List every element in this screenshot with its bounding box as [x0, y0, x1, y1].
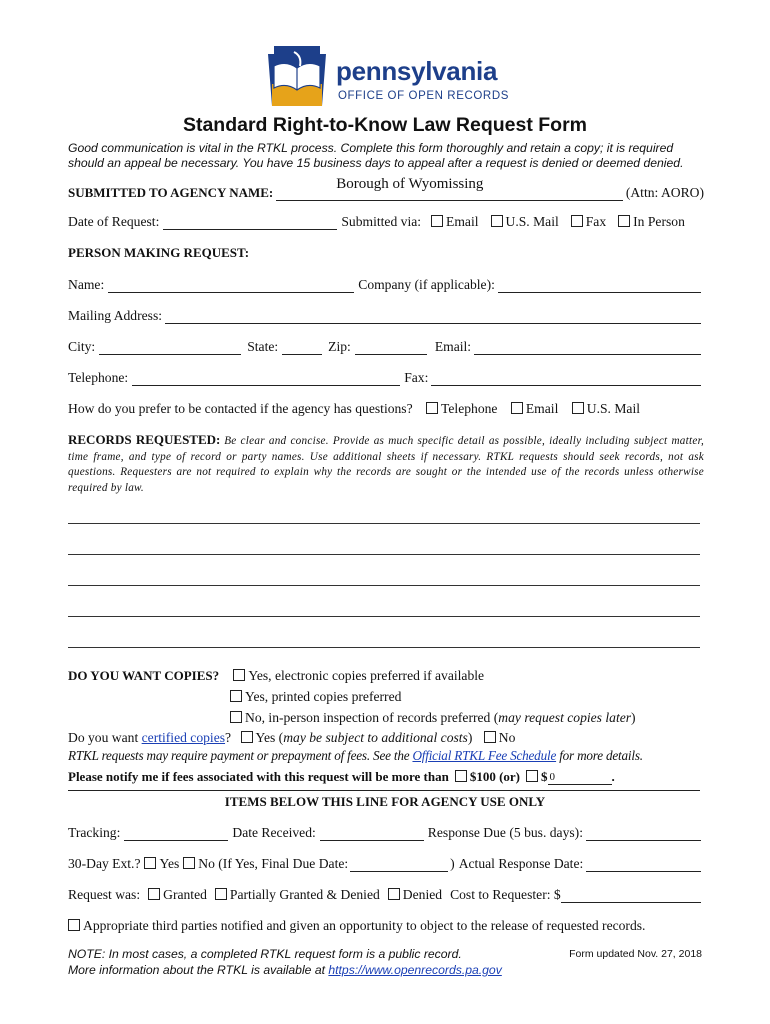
- checkbox[interactable]: [491, 215, 503, 227]
- third-parties-option[interactable]: Appropriate third parties notified and given an opportunity to object to the release of requested records.: [68, 918, 645, 933]
- via-in-person-option[interactable]: In Person: [618, 214, 685, 230]
- agency-attn: (Attn: AORO): [625, 185, 704, 200]
- final-due-date-field[interactable]: [350, 859, 448, 872]
- checkbox[interactable]: [241, 731, 253, 743]
- fax-field[interactable]: [431, 373, 701, 386]
- org-subtitle: OFFICE OF OPEN RECORDS: [338, 90, 510, 102]
- copies-question: DO YOU WANT COPIES?: [68, 668, 220, 683]
- response-due-field[interactable]: [586, 828, 701, 841]
- cost-field[interactable]: [561, 890, 701, 903]
- notify-custom-option[interactable]: $: [526, 769, 548, 785]
- name-field[interactable]: [108, 280, 354, 293]
- requester-heading: PERSON MAKING REQUEST:: [68, 245, 250, 260]
- company-label: Company (if applicable):: [358, 277, 495, 292]
- extension-no-option[interactable]: No (If Yes, Final Due Date:: [183, 856, 348, 872]
- telephone-label: Telephone:: [68, 370, 129, 385]
- copies-electronic-option[interactable]: Yes, electronic copies preferred if available: [233, 668, 484, 683]
- records-section: [68, 432, 704, 496]
- tracking-label: Tracking:: [68, 825, 121, 840]
- checkbox[interactable]: [484, 731, 496, 743]
- extension-yes-option[interactable]: Yes: [144, 856, 179, 872]
- copies-inspection-row: [230, 710, 700, 726]
- mailing-label: Mailing Address:: [68, 308, 163, 323]
- checkbox[interactable]: [572, 402, 584, 414]
- copies-printed-option[interactable]: Yes, printed copies preferred: [230, 689, 401, 704]
- date-field[interactable]: [163, 217, 337, 230]
- records-heading: RECORDS REQUESTED:: [68, 432, 221, 447]
- certified-no-option[interactable]: No: [484, 730, 516, 745]
- records-line[interactable]: [68, 616, 700, 617]
- checkbox[interactable]: [230, 711, 242, 723]
- org-name: pennsylvania: [336, 56, 498, 86]
- actual-response-field[interactable]: [586, 859, 701, 872]
- records-instructions: Be clear and concise. Provide as much specific detail as possible, ideally including subject matter, time frame, and type of record or party names. Use additional sheets if necessary. RTKL requests should seek records, not ask questions. Requesters are not required to explain why the records are sought or the intended use of the records unless otherwise required by law.: [68, 435, 704, 494]
- openrecords-link[interactable]: https://www.openrecords.pa.gov: [328, 963, 502, 977]
- records-line[interactable]: [68, 585, 700, 586]
- third-parties-row: [68, 918, 704, 934]
- telephone-row: [68, 370, 704, 386]
- agency-name-field[interactable]: [276, 176, 623, 201]
- records-line[interactable]: [68, 554, 700, 555]
- telephone-field[interactable]: [132, 373, 400, 386]
- response-due-label: Response Due (5 bus. days):: [427, 825, 583, 840]
- tracking-field[interactable]: [124, 828, 228, 841]
- date-label: Date of Request:: [68, 214, 160, 229]
- city-row: [68, 339, 704, 355]
- city-label: City:: [68, 339, 96, 354]
- checkbox[interactable]: [511, 402, 523, 414]
- fax-label: Fax:: [404, 370, 429, 385]
- zip-label: Zip:: [328, 339, 351, 354]
- date-received-label: Date Received:: [232, 825, 316, 840]
- via-email-option[interactable]: Email: [431, 214, 478, 230]
- outcome-granted-option[interactable]: Granted: [148, 887, 207, 903]
- checkbox[interactable]: [148, 888, 160, 900]
- notify-row: Please notify me if fees associated with this request will be more than $100 (or) $ 0 .: [68, 769, 615, 784]
- records-line[interactable]: [68, 523, 700, 524]
- checkbox[interactable]: [230, 690, 242, 702]
- via-fax-option[interactable]: Fax: [571, 214, 606, 230]
- notify-amount-value: 0: [549, 771, 555, 783]
- checkbox[interactable]: [526, 770, 538, 782]
- mailing-field[interactable]: [165, 311, 701, 324]
- company-field[interactable]: [498, 280, 701, 293]
- agency-use-heading: ITEMS BELOW THIS LINE FOR AGENCY USE ONLY: [224, 794, 546, 809]
- pennsylvania-keystone-icon: [264, 44, 330, 108]
- cost-label: Cost to Requester: $: [450, 887, 561, 902]
- checkbox[interactable]: [431, 215, 443, 227]
- certified-copies-link[interactable]: certified copies: [141, 730, 226, 745]
- extension-label: 30-Day Ext.?: [68, 856, 141, 871]
- checkbox[interactable]: [455, 770, 467, 782]
- date-received-field[interactable]: [320, 828, 424, 841]
- footer-note: NOTE: In most cases, a completed RTKL request form is a public record.: [68, 947, 462, 961]
- fees-row: RTKL requests may require payment or prepayment of fees. See the Official RTKL Fee Schedule for more details.: [68, 748, 643, 763]
- agency-name-value: Borough of Wyomissing: [336, 176, 484, 192]
- extension-row: 30-Day Ext.? Yes No (If Yes, Final Due Date: ) Actual Response Date:: [68, 856, 704, 872]
- checkbox[interactable]: [388, 888, 400, 900]
- agency-row: [68, 176, 704, 201]
- name-row: [68, 277, 704, 293]
- email-label: Email:: [434, 339, 472, 354]
- notify-amount-field[interactable]: [548, 772, 612, 785]
- mailing-row: [68, 308, 704, 324]
- zip-field[interactable]: [355, 342, 427, 355]
- logo: [264, 44, 514, 110]
- copies-row: [68, 668, 704, 684]
- checkbox[interactable]: [183, 857, 195, 869]
- contact-mail-option[interactable]: U.S. Mail: [572, 401, 640, 416]
- checkbox[interactable]: [426, 402, 438, 414]
- state-label: State:: [247, 339, 279, 354]
- notify-100-option[interactable]: $100 (or): [455, 769, 520, 785]
- outcome-partial-option[interactable]: Partially Granted & Denied: [215, 887, 380, 903]
- actual-response-label: Actual Response Date:: [458, 856, 584, 871]
- certified-row: Do you want certified copies? Yes (may be subject to additional costs) No: [68, 730, 516, 745]
- checkbox[interactable]: [215, 888, 227, 900]
- page-title: Standard Right-to-Know Law Request Form: [182, 114, 588, 136]
- tracking-row: [68, 825, 704, 841]
- state-field[interactable]: [282, 342, 322, 355]
- checkbox[interactable]: [571, 215, 583, 227]
- agency-label: SUBMITTED TO AGENCY NAME:: [68, 185, 274, 200]
- email-field[interactable]: [474, 342, 701, 355]
- checkbox[interactable]: [233, 669, 245, 681]
- request-was-label: Request was:: [68, 887, 141, 902]
- contact-telephone-option[interactable]: Telephone: [426, 401, 497, 416]
- outcome-denied-option[interactable]: Denied: [388, 887, 442, 903]
- records-line[interactable]: [68, 647, 700, 648]
- certified-yes-option[interactable]: Yes (may be subject to additional costs): [241, 730, 473, 745]
- agency-use-divider: [68, 790, 700, 791]
- form-updated: Form updated Nov. 27, 2018: [569, 948, 702, 960]
- checkbox[interactable]: [618, 215, 630, 227]
- contact-question: How do you prefer to be contacted if the agency has questions?: [68, 401, 413, 416]
- footer-more-info: More information about the RTKL is available at https://www.openrecords.pa.gov: [68, 963, 502, 977]
- intro-text: Good communication is vital in the RTKL process. Complete this form thoroughly and retain a copy; it is required should an appeal be necessary. You have 15 business days to appeal after a request is denied or deemed denied.: [68, 141, 684, 170]
- submitted-via-label: Submitted via:: [341, 214, 422, 229]
- copies-inspection-option[interactable]: No, in-person inspection of records preferred (may request copies later): [230, 710, 636, 725]
- copies-printed-row: [230, 689, 700, 705]
- fee-schedule-link[interactable]: Official RTKL Fee Schedule: [412, 748, 557, 763]
- checkbox[interactable]: [68, 919, 80, 931]
- submission-row: [68, 214, 704, 230]
- via-mail-option[interactable]: U.S. Mail: [491, 214, 559, 230]
- contact-pref-row: [68, 401, 704, 417]
- request-was-row: [68, 887, 704, 903]
- name-label: Name:: [68, 277, 105, 292]
- city-field[interactable]: [99, 342, 241, 355]
- contact-email-option[interactable]: Email: [511, 401, 558, 416]
- checkbox[interactable]: [144, 857, 156, 869]
